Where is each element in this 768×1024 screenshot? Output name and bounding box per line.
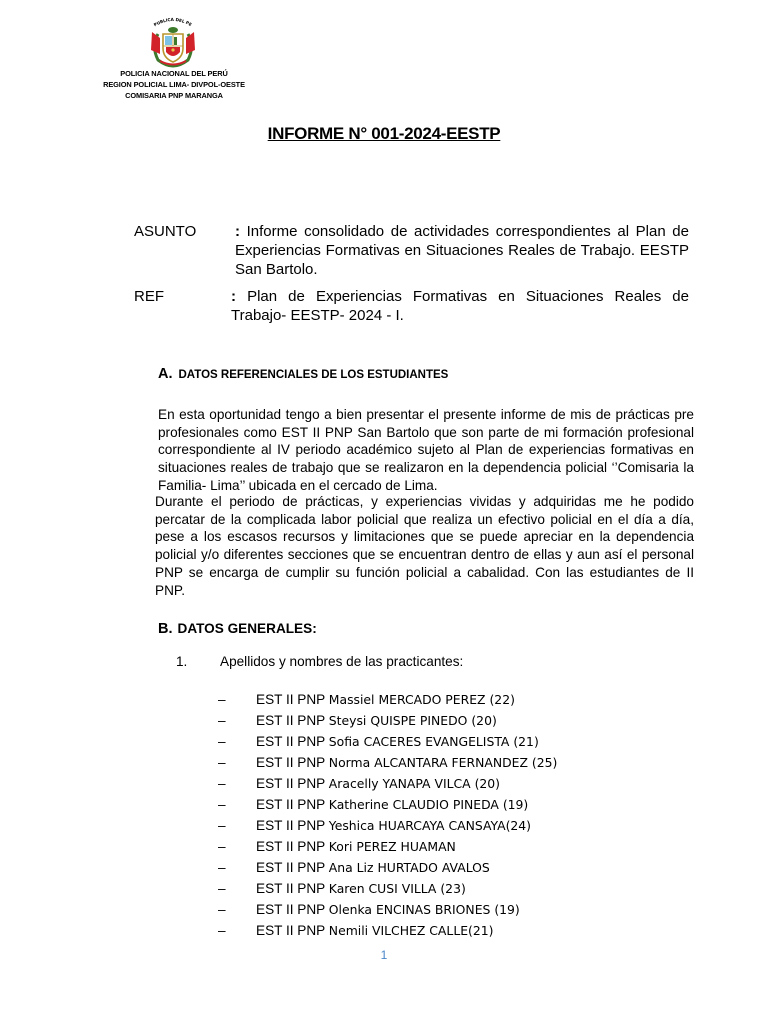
student-rank: EST II PNP	[256, 713, 326, 728]
svg-text:REPUBLICA DEL PERU	[140, 14, 193, 27]
student-name: Yeshica HUARCAYA CANSAYA(24)	[328, 818, 531, 833]
org-line: REGION POLICIAL LIMA- DIVPOL-OESTE	[103, 80, 245, 89]
list-item	[218, 815, 557, 836]
student-name: Norma ALCANTARA FERNANDEZ (25)	[328, 755, 558, 770]
list-item	[218, 794, 557, 815]
list-item	[218, 899, 557, 920]
student-rank: EST II PNP	[256, 755, 326, 770]
dash-bullet: –	[218, 923, 226, 938]
organization-header	[96, 68, 252, 101]
emblem-caption: PUBLICA DEL PE	[152, 16, 193, 28]
dash-bullet: –	[218, 797, 226, 812]
student-rank: EST II PNP	[256, 860, 326, 875]
asunto-text: Informe consolidado de actividades correspondientes al Plan de Experiencias Formativas en Situaciones Reales de Trabajo. EESTP San Bartolo.	[235, 223, 689, 278]
item-number: 1.	[176, 654, 188, 669]
student-name: Ana Liz HURTADO AVALOS	[328, 860, 490, 875]
ref-label: REF	[134, 288, 164, 305]
dash-bullet: –	[218, 734, 226, 749]
asunto-colon: :	[235, 223, 240, 240]
ref-colon: :	[231, 288, 236, 305]
student-rank: EST II PNP	[256, 902, 326, 917]
document-title: INFORME N° 001-2024-EESTP	[267, 124, 501, 143]
student-rank: EST II PNP	[256, 692, 326, 707]
ref-block	[134, 287, 689, 327]
asunto-block	[134, 222, 689, 282]
list-item	[218, 836, 557, 857]
paragraph-text: En esta oportunidad tengo a bien presentar el presente informe de mis de prácticas pre profesionales como EST II PNP San Bartolo que son parte de mi formación profesional correspondiente al IV periodo académico sujeto al Plan de experiencias formativas en situaciones reales de trabajo que se realizaron en la dependencia policial ‘’Comisaria la Familia- Lima’’ ubicada en el cercado de Lima.	[158, 407, 694, 493]
student-name: Steysi QUISPE PINEDO (20)	[328, 713, 497, 728]
student-list	[218, 689, 557, 941]
dash-bullet: –	[218, 692, 226, 707]
student-name: Karen CUSI VILLA (23)	[328, 881, 466, 896]
student-rank: EST II PNP	[256, 818, 326, 833]
student-rank: EST II PNP	[256, 776, 326, 791]
dash-bullet: –	[218, 860, 226, 875]
list-item	[218, 710, 557, 731]
student-rank: EST II PNP	[256, 797, 326, 812]
list-item	[218, 773, 557, 794]
student-rank: EST II PNP	[256, 839, 326, 854]
dash-bullet: –	[218, 755, 226, 770]
list-item	[218, 857, 557, 878]
asunto-label: ASUNTO	[134, 223, 197, 240]
ref-text: Plan de Experiencias Formativas en Situaciones Reales de Trabajo- EESTP- 2024 - I.	[231, 288, 689, 324]
dash-bullet: –	[218, 776, 226, 791]
list-item	[218, 752, 557, 773]
ref-text-block	[231, 287, 689, 325]
dash-bullet: –	[218, 881, 226, 896]
student-rank: EST II PNP	[256, 923, 326, 938]
list-item	[218, 731, 557, 752]
page-number: 1	[380, 948, 388, 962]
general-data-item	[176, 654, 463, 669]
dash-bullet: –	[218, 818, 226, 833]
paragraph-text: Durante el periodo de prácticas, y experiencias vividas y adquiridas me he podido percatar de la complicada labor policial que realiza un efectivo policial en el día a día, pese a los escasos recursos y limitaciones que se puede apreciar en la dependencia policial y/o diferentes secciones que se encuentran dentro de ellas y aun así el personal PNP se encarga de cumplir su función policial a cabalidad. Con las estudiantes de II PNP.	[155, 494, 694, 598]
dash-bullet: –	[218, 839, 226, 854]
student-rank: EST II PNP	[256, 734, 326, 749]
dash-bullet: –	[218, 902, 226, 917]
section-a-title: DATOS REFERENCIALES DE LOS ESTUDIANTES	[178, 369, 449, 381]
section-a-paragraph-1	[158, 406, 694, 495]
list-item	[218, 878, 557, 899]
section-b-heading	[158, 621, 317, 637]
item-text: Apellidos y nombres de las practicantes:	[220, 654, 464, 669]
asunto-text-block	[235, 222, 689, 279]
dash-bullet: –	[218, 713, 226, 728]
student-name: Katherine CLAUDIO PINEDA (19)	[328, 797, 529, 812]
student-rank: EST II PNP	[256, 881, 326, 896]
org-line: COMISARIA PNP MARANGA	[125, 91, 223, 100]
list-item	[218, 689, 557, 710]
student-name: Aracelly YANAPA VILCA (20)	[328, 776, 501, 791]
section-b-letter: B.	[158, 621, 173, 637]
student-name: Massiel MERCADO PEREZ (22)	[328, 692, 515, 707]
section-b-title: DATOS GENERALES:	[177, 621, 317, 636]
student-name: Olenka ENCINAS BRIONES (19)	[328, 902, 520, 917]
student-name: Sofia CACERES EVANGELISTA (21)	[328, 734, 539, 749]
coat-of-arms-icon	[140, 14, 206, 70]
section-a-paragraph-2	[155, 493, 694, 599]
student-name: Nemili VILCHEZ CALLE(21)	[328, 923, 494, 938]
list-item	[218, 920, 557, 941]
org-line: POLICIA NACIONAL DEL PERÚ	[120, 69, 228, 78]
section-a-heading	[158, 366, 448, 382]
student-name: Kori PEREZ HUAMAN	[328, 839, 456, 854]
section-a-letter: A.	[158, 366, 173, 382]
